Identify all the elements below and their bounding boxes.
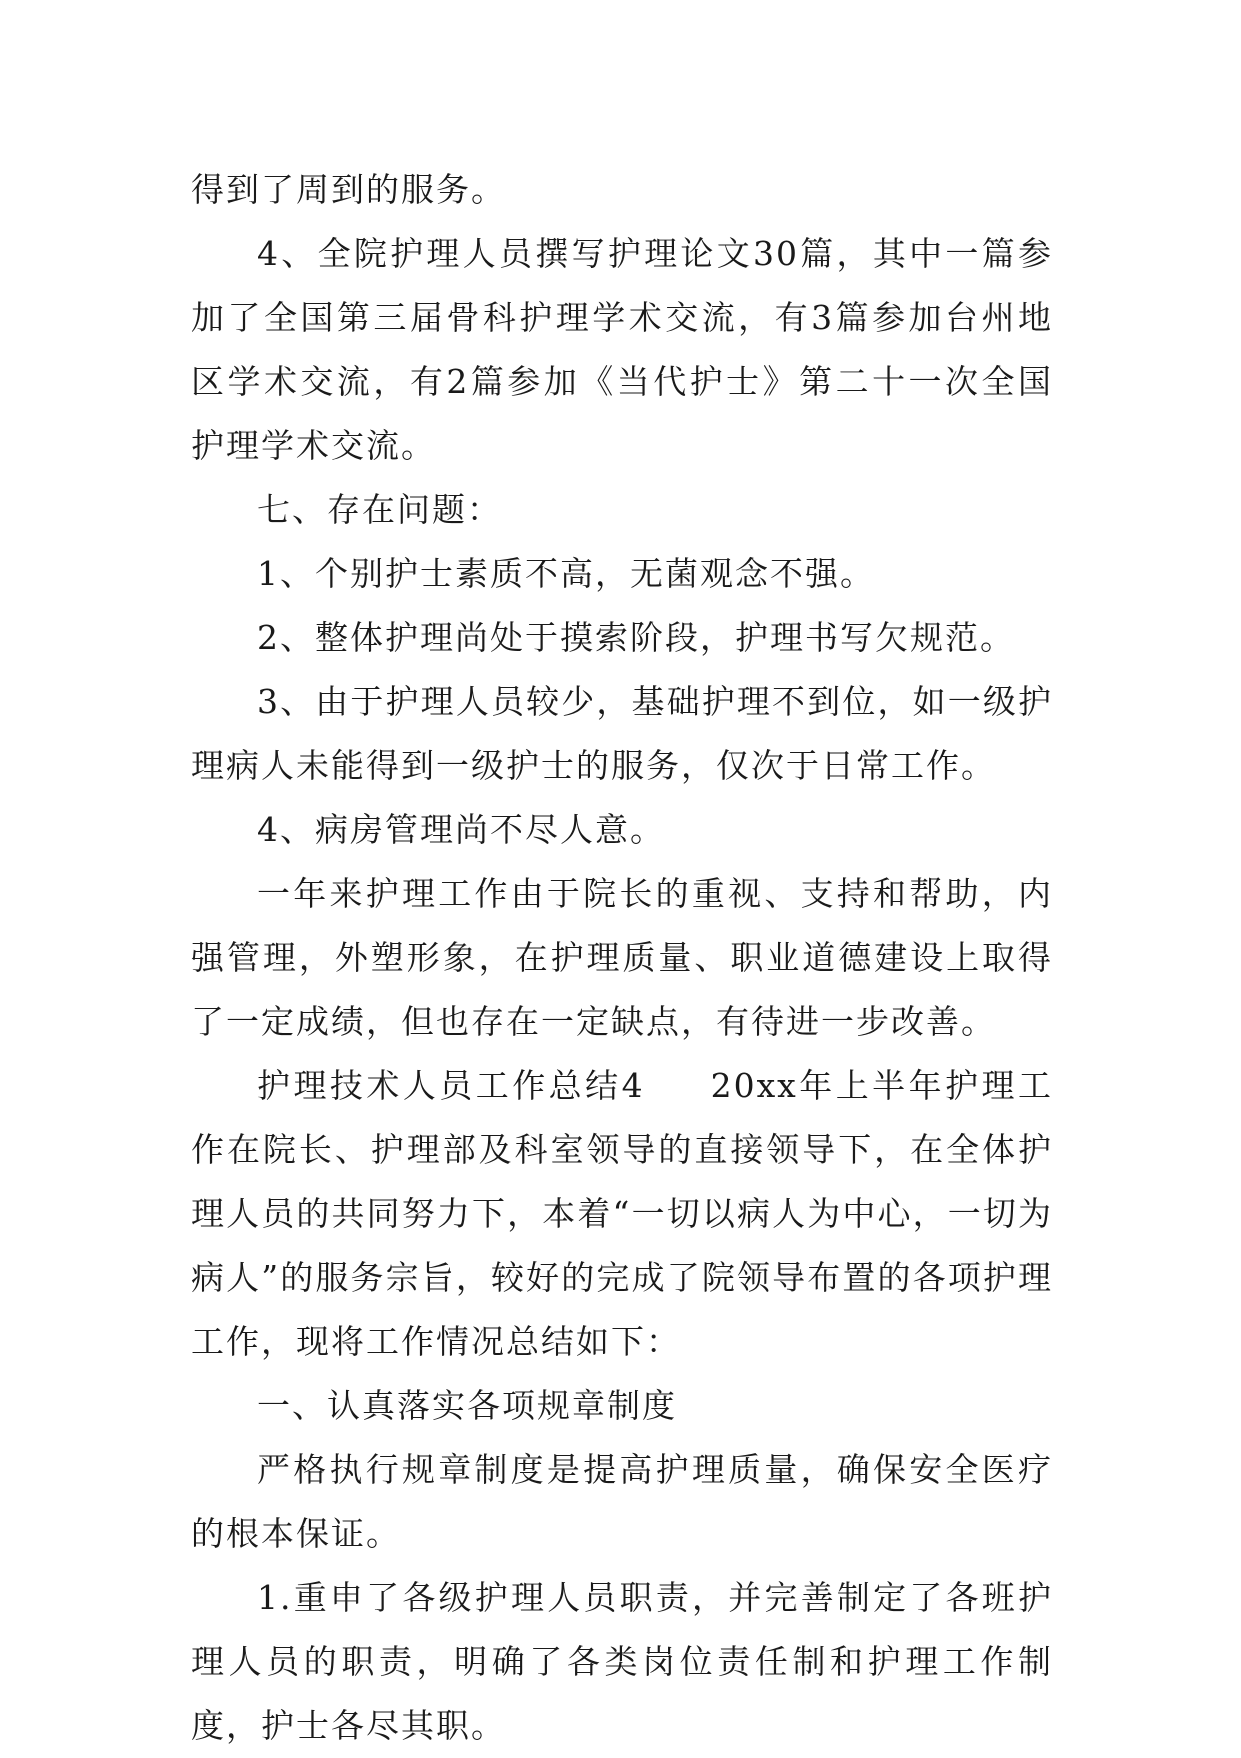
- problem-item-1: 1、个别护士素质不高，无菌观念不强。: [257, 554, 875, 593]
- document-body: [191, 158, 1053, 1758]
- problem-item-2: 2、整体护理尚处于摸索阶段，护理书写欠规范。: [257, 618, 1015, 657]
- summary-body: 20xx年上半年护理工作在院长、护理部及科室领导的直接领导下，在全体护理人员的共同努力下，本着“一切以病人为中心，一切为病人”的服务宗旨，较好的完成了院领导布置的各项护理工作，现将工作情况总结如下：: [191, 1066, 1053, 1361]
- paragraph-rules: 严格执行规章制度是提高护理质量，确保安全医疗的根本保证。: [191, 1450, 1053, 1553]
- section-heading-rules: 一、认真落实各项规章制度: [257, 1386, 677, 1425]
- problem-item-3: 3、由于护理人员较少，基础护理不到位，如一级护理病人未能得到一级护士的服务，仅次于日常工作。: [191, 682, 1053, 785]
- summary-heading: 护理技术人员工作总结4: [257, 1066, 645, 1105]
- paragraph-papers: 4、全院护理人员撰写护理论文30篇，其中一篇参加了全国第三届骨科护理学术交流，有3篇参加台州地区学术交流，有2篇参加《当代护士》第二十一次全国护理学术交流。: [191, 234, 1053, 465]
- section-heading-problems: 七、存在问题：: [257, 490, 502, 529]
- paragraph-summary-4: [191, 1054, 1053, 1374]
- paragraph-continuation: 得到了周到的服务。: [191, 170, 506, 209]
- rule-item-1: 1.重申了各级护理人员职责，并完善制定了各班护理人员的职责，明确了各类岗位责任制和护理工作制度，护士各尽其职。: [191, 1578, 1053, 1745]
- paragraph-conclusion: 一年来护理工作由于院长的重视、支持和帮助，内强管理，外塑形象，在护理质量、职业道德建设上取得了一定成绩，但也存在一定缺点，有待进一步改善。: [191, 874, 1053, 1041]
- problem-item-4: 4、病房管理尚不尽人意。: [257, 810, 665, 849]
